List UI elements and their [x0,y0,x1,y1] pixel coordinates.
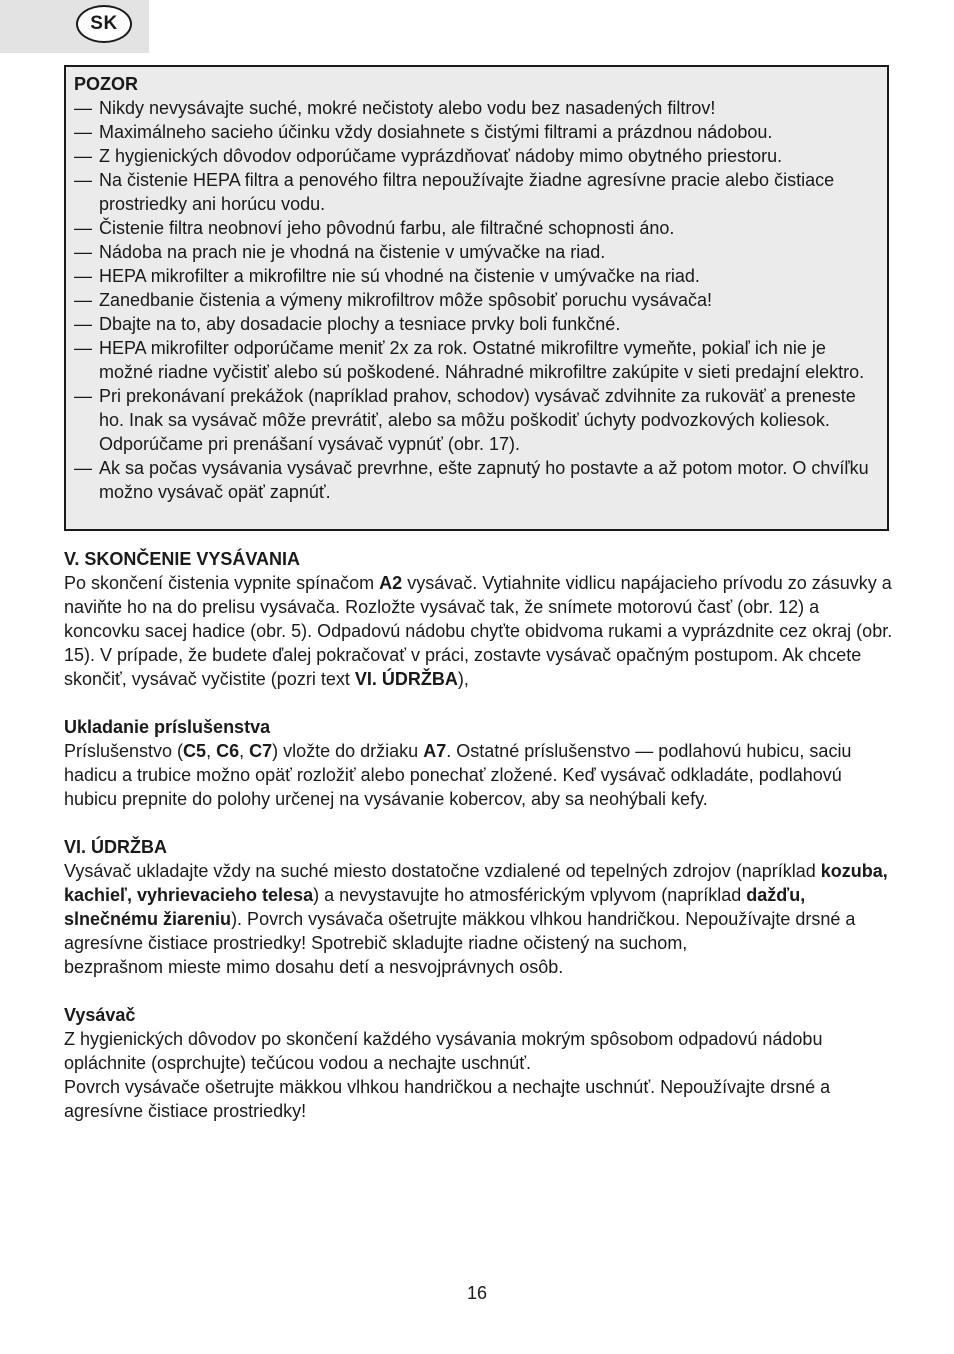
section-paragraph-storage: Príslušenstvo (C5, C6, C7) vložte do držiaku A7. Ostatné príslušenstvo — podlahovú hubicu, saciu hadicu a trubice možno opäť rozložiť alebo ponechať zložené. Keď vysávač odkladáte, podlahovú hubicu prepnite do polohy určenej na vysávanie kobercov, aby sa neohýbali kefy. [64,741,852,809]
warning-item: — HEPA mikrofilter odporúčame meniť 2x za rok. Ostatné mikrofiltre vymeňte, pokiaľ ich nie je možné riadne vyčistiť alebo sú poškodené. Náhradné mikrofiltre zakúpite v sieti predajní elektro. [74,336,879,384]
emphasis: kozuba, kachieľ, vyhrievacieho telesa [64,861,888,905]
warning-item: — HEPA mikrofilter a mikrofiltre nie sú vhodné na čistenie v umývačke na riad. [74,264,879,288]
page-number: 16 [466,1283,488,1303]
warning-title: POZOR [74,74,139,94]
section-heading-vacuum: Vysávač [64,1005,136,1025]
part-ref: C5 [183,741,207,761]
emphasis: dažďu, slnečnému žiareniu [64,885,806,929]
warning-item: — Z hygienických dôvodov odporúčame vyprázdňovať nádoby mimo obytného priestoru. [74,144,879,168]
warning-item: — Zanedbanie čistenia a výmeny mikrofiltrov môže spôsobiť poruchu vysávača! [74,288,879,312]
warning-item: — Nádoba na prach nie je vhodná na čistenie v umývačke na riad. [74,240,879,264]
warning-item: — Maximálneho sacieho účinku vždy dosiahnete s čistými filtrami a prázdnou nádobou. [74,120,879,144]
part-ref: C7 [249,741,273,761]
warning-item: — Pri prekonávaní prekážok (napríklad prahov, schodov) vysávač zdvihnite za rukoväť a preneste ho. Inak sa vysávač môže prevrátiť, alebo sa môžu poškodiť úchyty podvozkových koliesok. Odporúčame pri prenášaní vysávač vypnúť (obr. 17). [74,384,879,456]
warning-item: — Na čistenie HEPA filtra a penového filtra nepoužívajte žiadne agresívne pracie alebo čistiace prostriedky ani horúcu vodu. [74,168,879,216]
section-heading-maintenance: VI. ÚDRŽBA [64,837,167,857]
section-heading-finishing: V. SKONČENIE VYSÁVANIA [64,549,301,569]
section-paragraph-finishing: Po skončení čistenia vypnite spínačom A2 vysávač. Vytiahnite vidlicu napájacieho prívodu zo zásuvky a naviňte ho na do prelisu vysávača. Rozložte vysávač tak, že snímete motorovú časť (obr. 12) a koncovku sacej hadice (obr. 5). Odpadovú nádobu chyťte obidvoma rukami a vyprázdnite cez okraj (obr. 15). V prípade, že budete ďalej pokračovať v práci, zostavte vysávač opačným postupom. Ak chcete skončiť, vysávač vyčistite (pozri text VI. ÚDRŽBA), [64,573,893,689]
section-ref: VI. ÚDRŽBA [354,669,458,689]
warning-list [74,96,879,504]
warning-item: — Nikdy nevysávajte suché, mokré nečistoty alebo vodu bez nasadených filtrov! [74,96,879,120]
language-tab [0,0,149,53]
warning-item: — Čistenie filtra neobnoví jeho pôvodnú farbu, ale filtračné schopnosti áno. [74,216,879,240]
section-heading-storage: Ukladanie príslušenstva [64,717,271,737]
section-paragraph-vacuum-2: Povrch vysávače ošetrujte mäkkou vlhkou handričkou a nechajte uschnúť. Nepoužívajte drsné a agresívne čistiace prostriedky! [64,1077,831,1121]
warning-item: — Ak sa počas vysávania vysávač prevrhne, ešte zapnutý ho postavte a až potom motor. O chvíľku možno vysávač opäť zapnúť. [74,456,879,504]
main-content [64,547,894,1123]
section-paragraph-maintenance-cont: bezprašnom mieste mimo dosahu detí a nesvojprávnych osôb. [64,957,564,977]
warning-item: — Dbajte na to, aby dosadacie plochy a tesniace prvky boli funkčné. [74,312,879,336]
section-paragraph-maintenance: Vysávač ukladajte vždy na suché miesto dostatočne vzdialené od tepelných zdrojov (napríklad kozuba, kachieľ, vyhrievacieho telesa) a nevystavujte ho atmosférickým vplyvom (napríklad dažďu, slnečnému žiareniu). Povrch vysávača ošetrujte mäkkou vlhkou handričkou. Nepoužívajte drsné a agresívne čistiace prostriedky! Spotrebič skladujte riadne očistený na suchom, [64,861,888,953]
part-ref: C6 [216,741,240,761]
part-ref: A2 [379,573,403,593]
section-paragraph-vacuum-1: Z hygienických dôvodov po skončení každého vysávania mokrým spôsobom odpadovú nádobu opláchnite (osprchujte) tečúcou vodou a nechajte uschnúť. [64,1029,823,1073]
language-badge: SK [76,5,132,43]
warning-box [64,65,889,531]
part-ref: A7 [423,741,447,761]
